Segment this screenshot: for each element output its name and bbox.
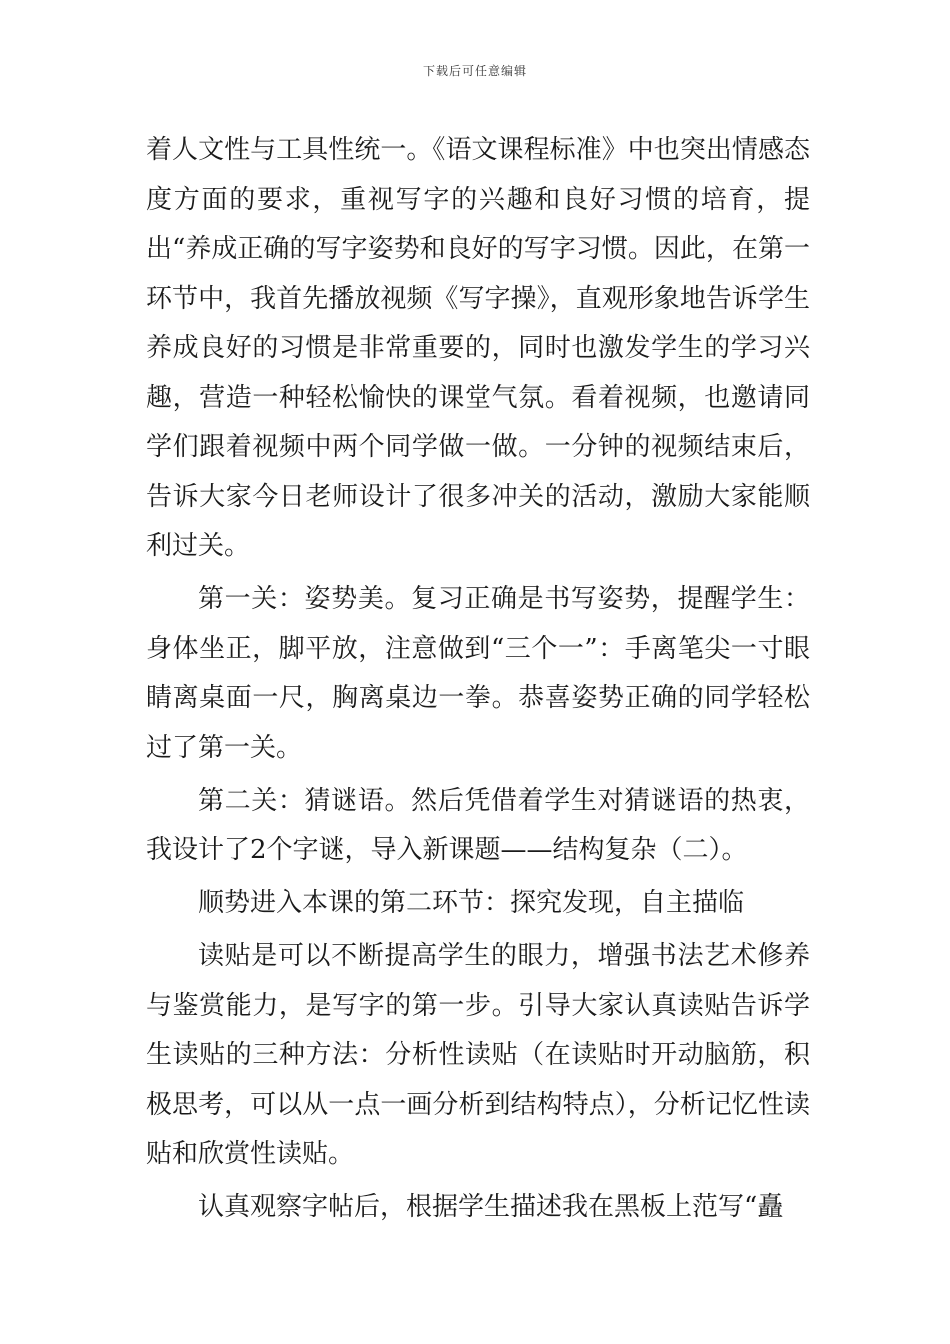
paragraph-1: 着人文性与工具性统一。《语文课程标准》中也突出情感态度方面的要求，重视写字的兴趣和良好习惯的培育，提出“养成正确的写字姿势和良好的写字习惯。因此，在第一环节中，我首先播放视频《写字操》，直观形象地告诉学生养成良好的习惯是非常重要的，同时也激发学生的学习兴趣，营造一种轻松愉快的课堂气氛。看着视频，也邀请同学们跟着视频中两个同学做一做。一分钟的视频结束后，告诉大家今日老师设计了很多冲关的活动，激励大家能顺利过关。 xyxy=(146,135,810,561)
paragraph-2: 第一关：姿势美。复习正确是书写姿势，提醒学生：身体坐正，脚平放，注意做到“三个一”：手离笔尖一寸眼睛离桌面一尺，胸离桌边一拳。恭喜姿势正确的同学轻松过了第一关。 xyxy=(146,584,810,763)
paragraph-3: 第二关：猜谜语。然后凭借着学生对猜谜语的热衷，我设计了2个字谜，导入新课题——结构复杂（二）。 xyxy=(146,785,810,865)
paragraph-4: 顺势进入本课的第二环节：探究发现，自主描临 xyxy=(198,888,745,918)
paragraph-6: 认真观察字帖后，根据学生描述我在黑板上范写“矗 xyxy=(198,1192,784,1222)
document-body xyxy=(146,126,810,1233)
page-header: 下载后可任意编辑 xyxy=(422,64,527,78)
paragraph-5: 读贴是可以不断提高学生的眼力，增强书法艺术修养与鉴赏能力，是写字的第一步。引导大家认真读贴告诉学生读贴的三种方法：分析性读贴（在读贴时开动脑筋，积极思考，可以从一点一画分析到结构特点），分析记忆性读贴和欣赏性读贴。 xyxy=(146,941,810,1169)
